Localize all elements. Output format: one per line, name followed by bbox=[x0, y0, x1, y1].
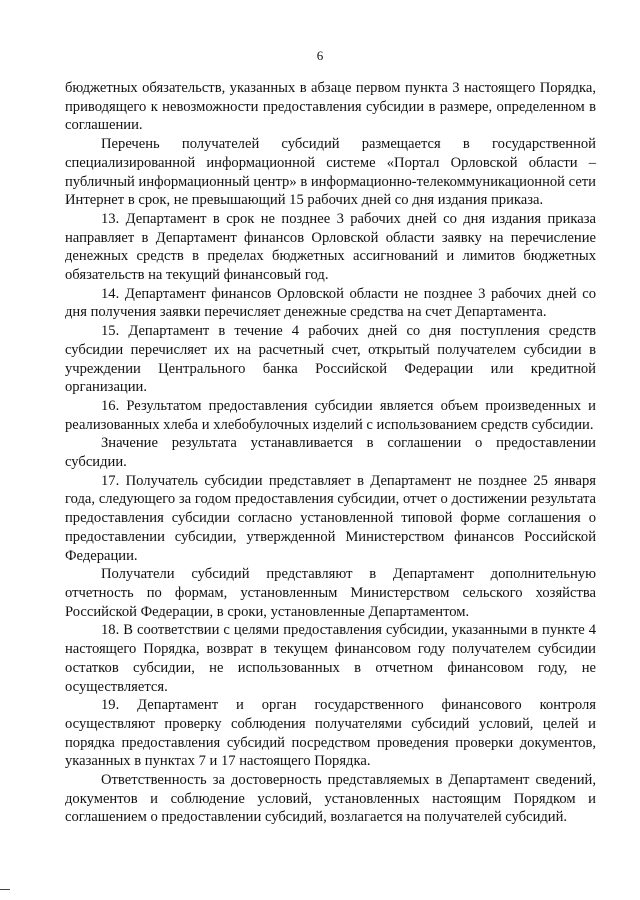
paragraph-19: 19. Департамент и орган государственного финансового контроля осуществляют проверку соблюдения получателями субсидий условий, целей и порядка предоставления субсидий посредством проведения проверки документов, указанных в пунктах 7 и 17 настоящего Порядка. bbox=[65, 697, 596, 770]
paragraph-15: 15. Департамент в течение 4 рабочих дней со дня поступления средств субсидии перечисляет их на расчетный счет, открытый получателем субсидии в учреждении Центрального банка Российской Федерации или кредитной организации. bbox=[65, 323, 596, 396]
page-number: 6 bbox=[316, 48, 324, 63]
paragraph-14: 14. Департамент финансов Орловской области не позднее 3 рабочих дней со дня получения заявки перечисляет денежные средства на счет Департамента. bbox=[65, 285, 596, 321]
paragraph-responsibility: Ответственность за достоверность представляемых в Департамент сведений, документов и соблюдение условий, установленных настоящим Порядком и соглашением о предоставлении субсидий, возлагается на получателей субсидий. bbox=[65, 772, 596, 826]
paragraph-recipients-list: Перечень получателей субсидий размещается в государственной специализированной информационной системе «Портал Орловской области – публичный информационный центр» в информационно-телекоммуникационной сети Интернет в срок, не превышающий 15 рабочих дней со дня издания приказа. bbox=[65, 136, 596, 209]
paragraph-13: 13. Департамент в срок не позднее 3 рабочих дней со дня издания приказа направляет в Департамент финансов Орловской области заявку на перечисление денежных средств в пределах бюджетных ассигнований и лимитов бюджетных обязательств на текущий финансовый год. bbox=[65, 210, 596, 284]
paragraph-17: 17. Получатель субсидии представляет в Департамент не позднее 25 января года, следующего за годом предоставления субсидии, отчет о достижении результата предоставления субсидии согласно установленной типовой форме соглашения о предоставлении субсидии, утвержденной Министерством финансов Российской Федерации. bbox=[65, 472, 596, 564]
paragraph-result-value: Значение результата устанавливается в соглашении о предоставлении субсидии. bbox=[65, 435, 596, 471]
scan-edge-mark bbox=[0, 889, 10, 890]
paragraph-continuation: бюджетных обязательств, указанных в абзаце первом пункта 3 настоящего Порядка, приводящего к невозможности предоставления субсидии в размере, определенном в соглашении. bbox=[65, 80, 596, 134]
document-body bbox=[65, 79, 596, 827]
paragraph-16: 16. Результатом предоставления субсидии является объем произведенных и реализованных хлеба и хлебобулочных изделий с использованием средств субсидии. bbox=[65, 397, 596, 433]
paragraph-18: 18. В соответствии с целями предоставления субсидии, указанными в пункте 4 настоящего Порядка, возврат в текущем финансовом году получателем субсидии остатков субсидии, не использованных в отчетном финансовом году, не осуществляется. bbox=[65, 622, 596, 695]
paragraph-additional-reporting: Получатели субсидий представляют в Департамент дополнительную отчетность по формам, установленным Министерством сельского хозяйства Российской Федерации, в сроки, установленные Департаментом. bbox=[65, 566, 596, 620]
